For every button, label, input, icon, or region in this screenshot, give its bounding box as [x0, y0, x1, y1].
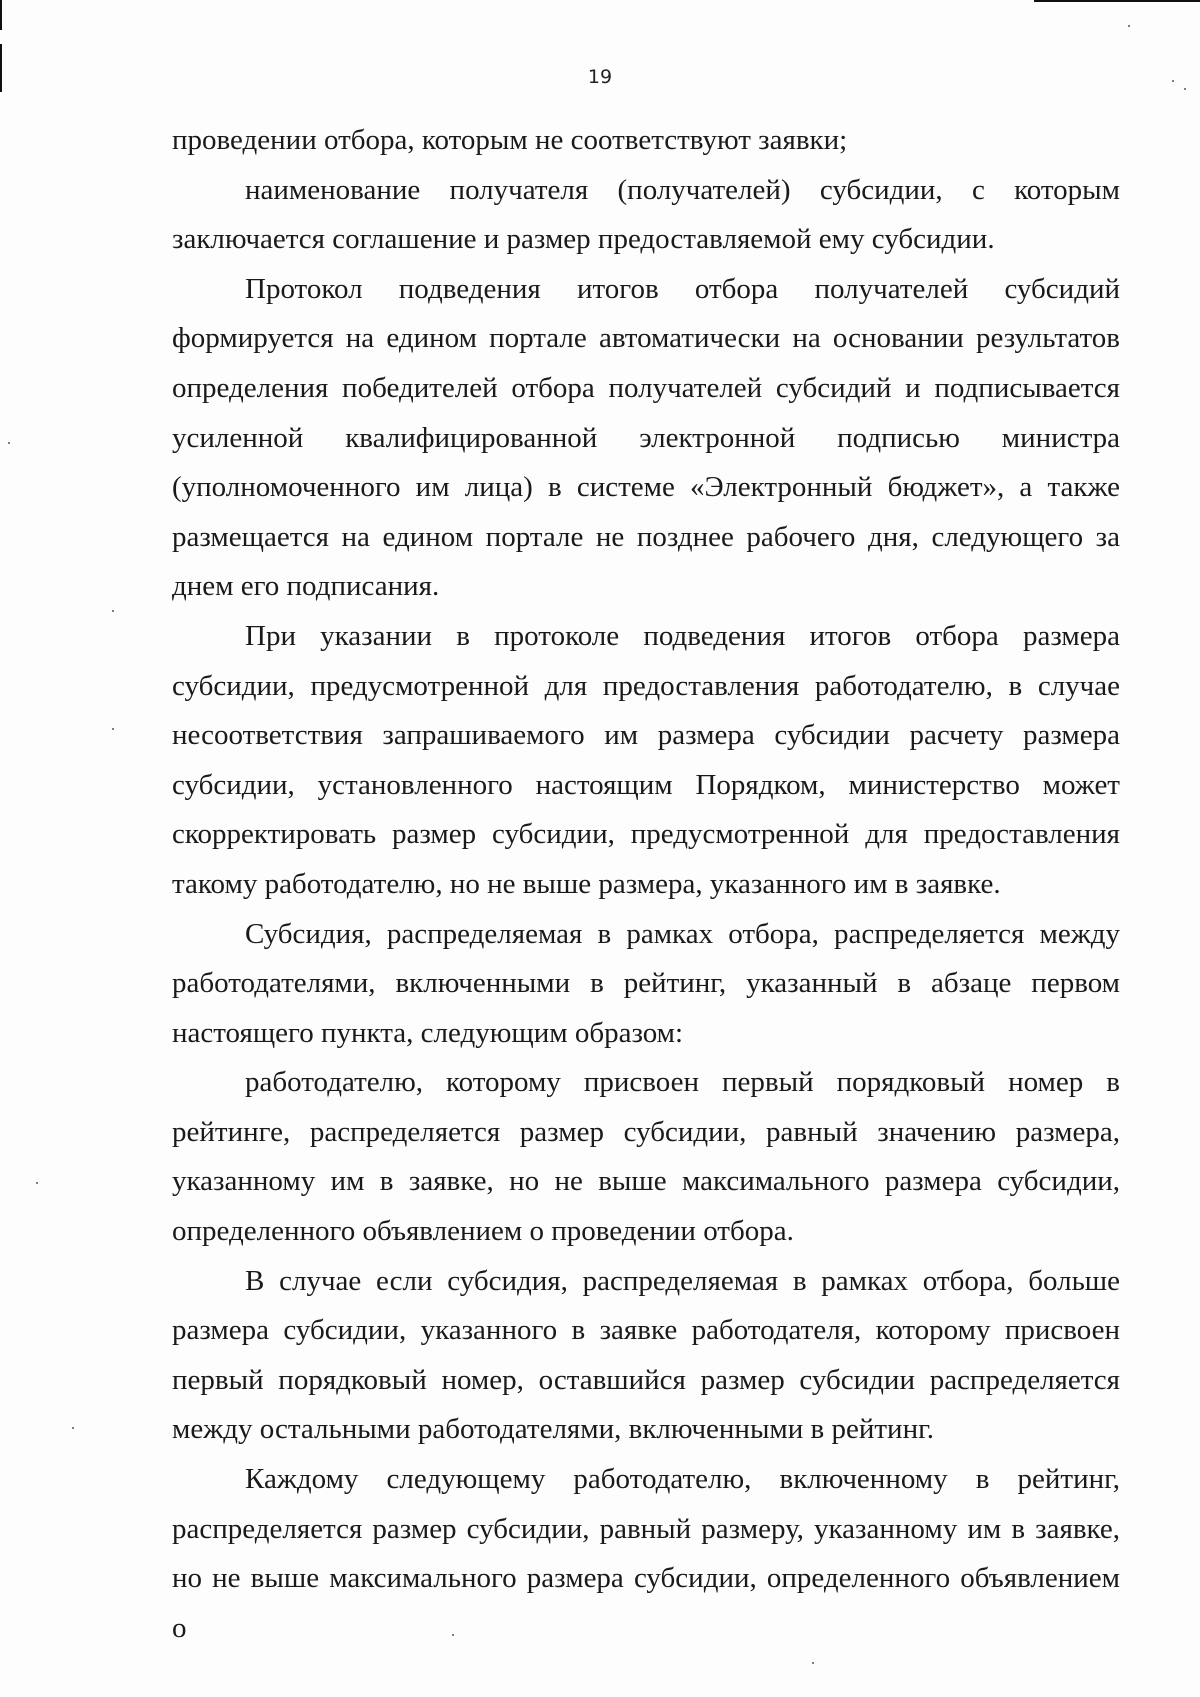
- paragraph: Субсидия, распределяемая в рамках отбора, распределяется между работодателями, включенными в рейтинг, указанный в абзаце первом настоящего пункта, следующим образом:: [172, 917, 1120, 1049]
- document-body: [172, 116, 1120, 1653]
- paragraph: При указании в протоколе подведения итогов отбора размера субсидии, предусмотренной для предоставления работодателю, в случае несоответствия запрашиваемого им размера субсидии расчету размера субсидии, установленного настоящим Порядком, министерство может скорректировать размер субсидии, предусмотренной для предоставления такому работодателю, но не выше размера, указанного им в заявке.: [172, 619, 1120, 900]
- scan-edge-mark-left-top: [0, 0, 2, 30]
- scan-speck: [812, 1662, 814, 1664]
- paragraph: проведении отбора, которым не соответствуют заявки;: [172, 124, 848, 156]
- scan-speck: [112, 728, 114, 730]
- scan-edge-mark-top-right: [1034, 0, 1200, 2]
- paragraph: работодателю, которому присвоен первый порядковый номер в рейтинге, распределяется размер субсидии, равный значению размера, указанному им в заявке, но не выше максимального размера субсидии, определенного объявлением о проведении отбора.: [172, 1066, 1120, 1248]
- scan-speck: [1128, 25, 1130, 27]
- scan-speck: [8, 442, 10, 444]
- page-number: 19: [587, 66, 613, 88]
- scan-speck: [36, 1182, 38, 1184]
- paragraph: Протокол подведения итогов отбора получателей субсидий формируется на едином портале автоматически на основании результатов определения победителей отбора получателей субсидий и подписывается усиленной квалифицированной электронной подписью министра (уполномоченного им лица) в системе «Электронный бюджет», а также размещается на едином портале не позднее рабочего дня, следующего за днем его подписания.: [172, 272, 1120, 603]
- scan-speck: [72, 1427, 74, 1429]
- scan-speck: [1184, 88, 1186, 90]
- paragraph: наименование получателя (получателей) субсидии, с которым заключается соглашение и размер предоставляемой ему субсидии.: [172, 173, 1120, 256]
- paragraph: В случае если субсидия, распределяемая в рамках отбора, больше размера субсидии, указанного в заявке работодателя, которому присвоен первый порядковый номер, оставшийся размер субсидии распределяется между остальными работодателями, включенными в рейтинг.: [172, 1264, 1120, 1446]
- scan-speck: [112, 610, 114, 612]
- paragraph: Каждому следующему работодателю, включенному в рейтинг, распределяется размер субсидии, равный размеру, указанному им в заявке, но не выше максимального размера субсидии, определенного объявлением о: [172, 1463, 1120, 1644]
